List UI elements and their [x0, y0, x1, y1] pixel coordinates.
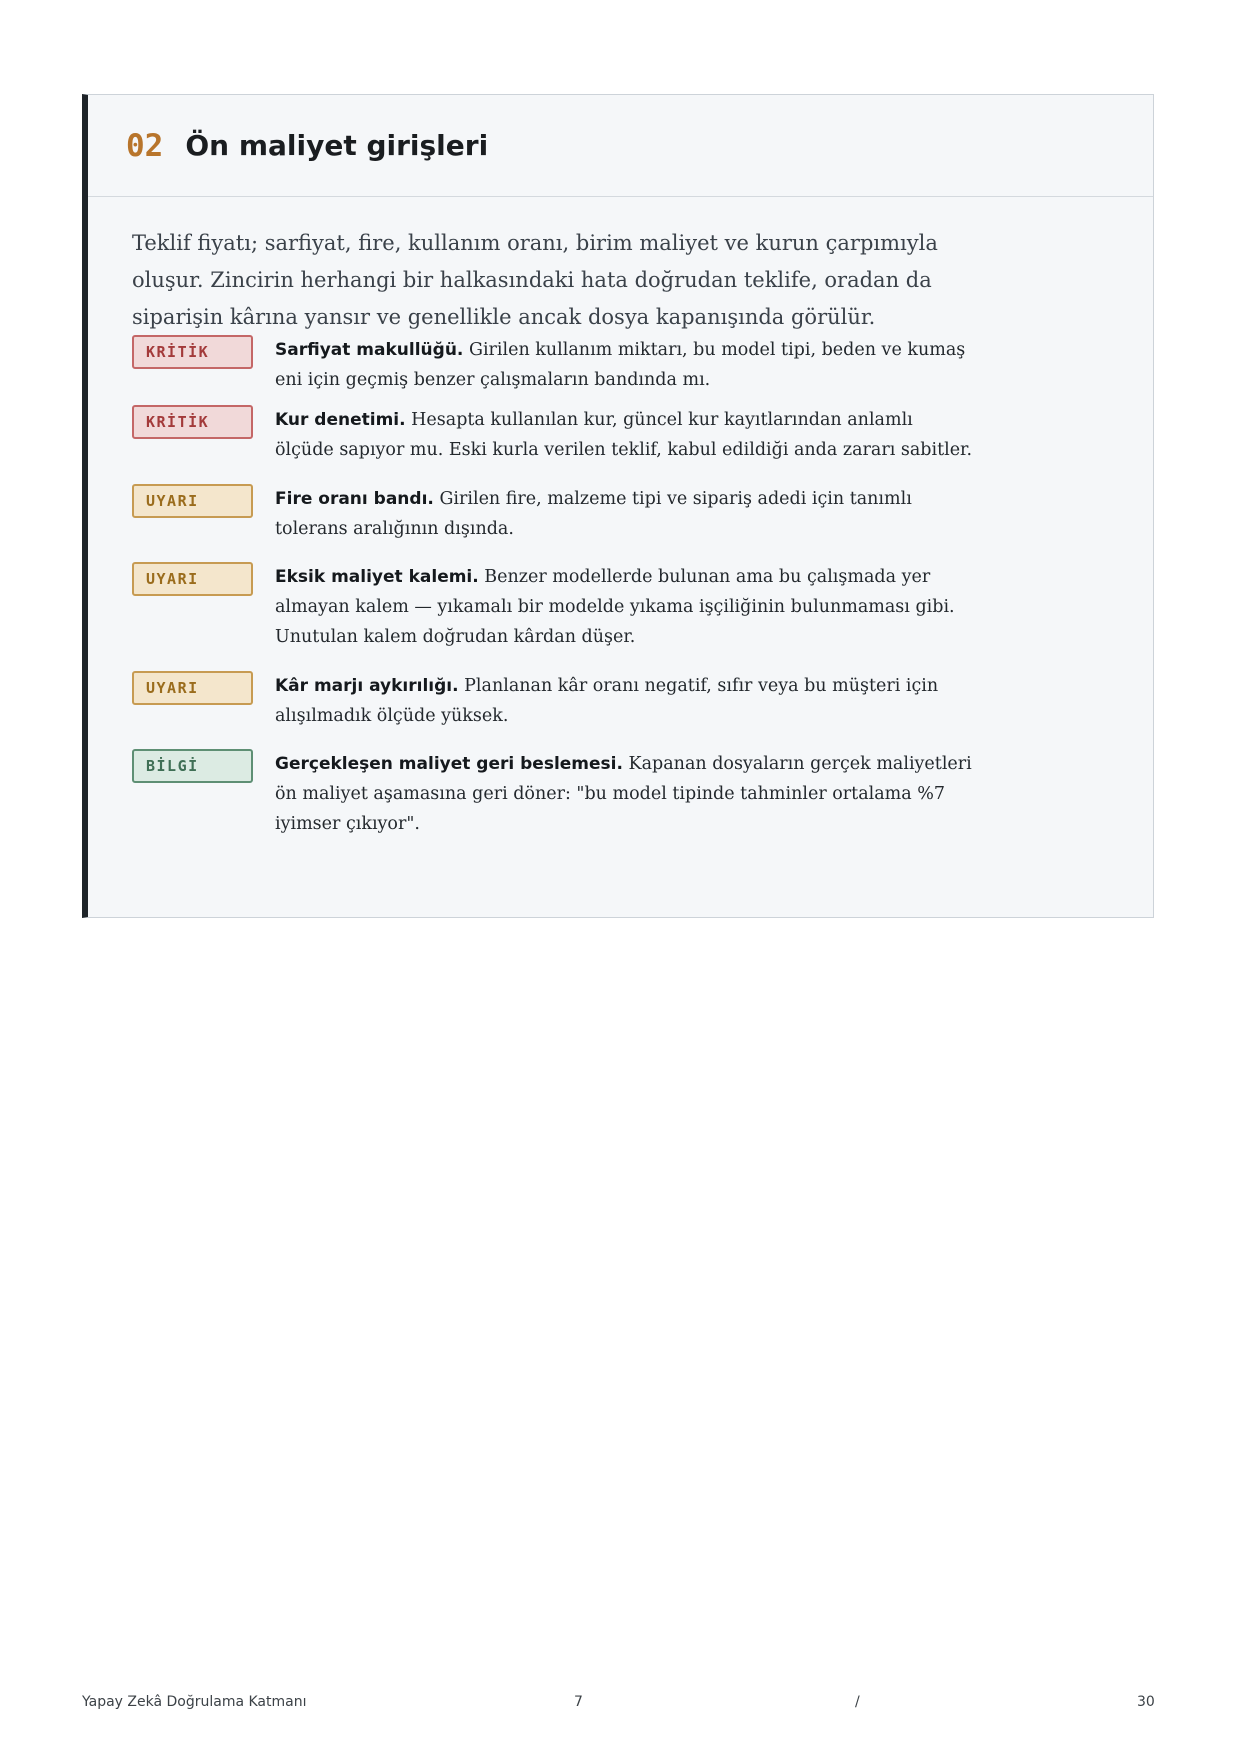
footer-separator: /	[855, 1694, 860, 1710]
check-description	[275, 671, 975, 731]
footer-doc-title: Yapay Zekâ Doğrulama Katmanı	[82, 1694, 307, 1710]
check-description	[275, 405, 975, 465]
check-title: Sarfiyat makullüğü.	[275, 340, 464, 360]
check-text: Girilen fire, malzeme tipi ve sipariş adedi için tanımlı tolerans aralığının dışında.	[275, 489, 912, 539]
check-description	[275, 335, 975, 395]
severity-badge: KRİTİK	[132, 405, 253, 439]
section-title: Ön maliyet girişleri	[185, 129, 489, 162]
severity-badge: UYARI	[132, 671, 253, 705]
check-title: Eksik maliyet kalemi.	[275, 567, 479, 587]
footer-total-pages: 30	[1137, 1694, 1155, 1710]
section-card	[82, 94, 1154, 918]
check-text: Planlanan kâr oranı negatif, sıfır veya bu müşteri için alışılmadık ölçüde yüksek.	[275, 676, 939, 726]
check-text: Hesapta kullanılan kur, güncel kur kayıtlarından anlamlı ölçüde sapıyor mu. Eski kurla verilen teklif, kabul edildiği anda zararı sabitler.	[275, 410, 973, 460]
check-description	[275, 484, 975, 544]
check-title: Gerçekleşen maliyet geri beslemesi.	[275, 754, 623, 774]
check-title: Kâr marjı aykırılığı.	[275, 676, 459, 696]
severity-badge: UYARI	[132, 562, 253, 596]
section-intro: Teklif fiyatı; sarfiyat, fire, kullanım oranı, birim maliyet ve kurun çarpımıyla oluşur. Zincirin herhangi bir halkasındaki hata doğrudan teklife, oradan da siparişin kârına yansır ve genellikle ancak dosya kapanışında görülür.	[132, 231, 938, 329]
check-title: Fire oranı bandı.	[275, 489, 434, 509]
check-text: Benzer modellerde bulunan ama bu çalışmada yer almayan kalem — yıkamalı bir modelde yıkama işçiliğinin bulunmaması gibi. Unutulan kalem doğrudan kârdan düşer.	[275, 567, 955, 647]
footer-page-number: 7	[574, 1694, 583, 1710]
check-description	[275, 562, 975, 652]
severity-badge: KRİTİK	[132, 335, 253, 369]
section-number: 02	[126, 127, 164, 164]
check-title: Kur denetimi.	[275, 410, 406, 430]
severity-badge: UYARI	[132, 484, 253, 518]
check-text: Girilen kullanım miktarı, bu model tipi, beden ve kumaş eni için geçmiş benzer çalışmaların bandında mı.	[275, 340, 966, 390]
severity-badge: BİLGİ	[132, 749, 253, 783]
check-text: Kapanan dosyaların gerçek maliyetleri ön maliyet aşamasına geri döner: "bu model tipinde tahminler ortalama %7 iyimser çıkıyor".	[275, 754, 972, 834]
check-description	[275, 749, 975, 839]
section-header	[88, 95, 1153, 197]
